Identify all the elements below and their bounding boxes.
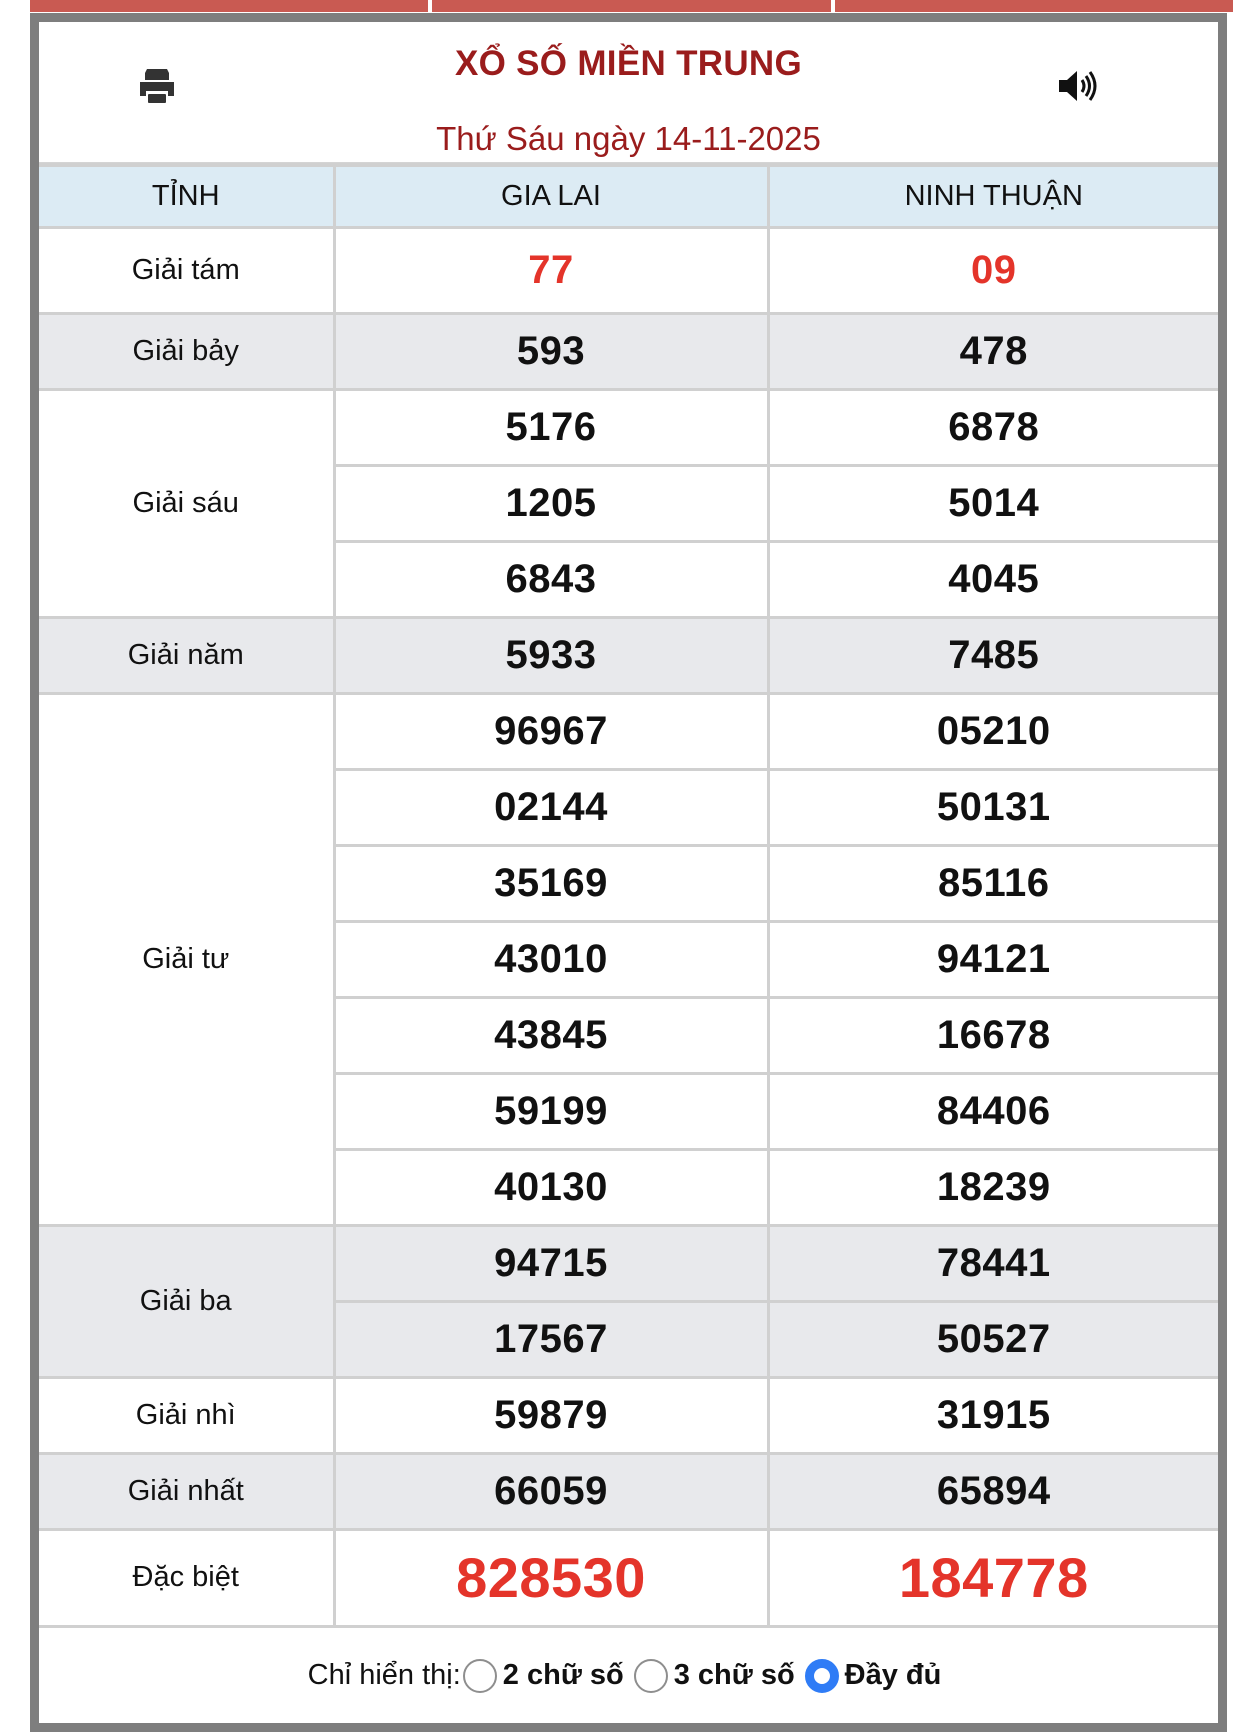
radio-3-digits[interactable] bbox=[634, 1659, 668, 1693]
prize-label: Giải tám bbox=[39, 227, 334, 313]
result-number: 02144 bbox=[334, 769, 768, 845]
option-label: 3 chữ số bbox=[673, 1659, 795, 1691]
result-number: 59879 bbox=[334, 1377, 768, 1453]
prize-row-7 bbox=[39, 313, 1218, 389]
prize-label: Đặc biệt bbox=[39, 1529, 334, 1626]
result-number: 84406 bbox=[768, 1073, 1218, 1149]
result-number: 31915 bbox=[768, 1377, 1218, 1453]
column-header-ninh-thuan: NINH THUẬN bbox=[768, 165, 1218, 227]
result-number: 05210 bbox=[768, 693, 1218, 769]
result-number: 85116 bbox=[768, 845, 1218, 921]
result-number: 593 bbox=[334, 313, 768, 389]
prize-label: Giải ba bbox=[39, 1225, 334, 1377]
display-options-label: Chỉ hiển thị: bbox=[307, 1659, 461, 1691]
prize-row-4 bbox=[39, 693, 1218, 769]
radio-2-digits[interactable] bbox=[463, 1659, 497, 1693]
option-2-digits[interactable] bbox=[461, 1659, 632, 1693]
result-number: 7485 bbox=[768, 617, 1218, 693]
option-label: 2 chữ số bbox=[502, 1659, 624, 1691]
column-header-province: TỈNH bbox=[39, 165, 334, 227]
option-label: Đầy đủ bbox=[844, 1659, 942, 1691]
result-number: 96967 bbox=[334, 693, 768, 769]
result-number: 18239 bbox=[768, 1149, 1218, 1225]
result-number: 77 bbox=[334, 227, 768, 313]
special-prize-number: 828530 bbox=[334, 1529, 768, 1626]
page-title: XỔ SỐ MIỀN TRUNG bbox=[454, 44, 803, 83]
result-number: 5176 bbox=[334, 389, 768, 465]
prize-row-5 bbox=[39, 617, 1218, 693]
sound-button[interactable] bbox=[1055, 66, 1101, 106]
table-header-row bbox=[39, 165, 1218, 227]
prize-label: Giải năm bbox=[39, 617, 334, 693]
result-number: 6878 bbox=[768, 389, 1218, 465]
option-full[interactable] bbox=[803, 1659, 950, 1693]
results-table bbox=[39, 163, 1218, 1628]
prize-label: Giải sáu bbox=[39, 389, 334, 617]
result-number: 5933 bbox=[334, 617, 768, 693]
result-number: 4045 bbox=[768, 541, 1218, 617]
column-header-gia-lai: GIA LAI bbox=[334, 165, 768, 227]
top-tab-1[interactable] bbox=[30, 0, 428, 12]
top-tab-3[interactable] bbox=[835, 0, 1233, 12]
results-header bbox=[39, 22, 1218, 163]
result-number: 43010 bbox=[334, 921, 768, 997]
prize-row-3 bbox=[39, 1225, 1218, 1301]
result-number: 17567 bbox=[334, 1301, 768, 1377]
result-number: 43845 bbox=[334, 997, 768, 1073]
special-prize-number: 184778 bbox=[768, 1529, 1218, 1626]
result-number: 40130 bbox=[334, 1149, 768, 1225]
result-number: 1205 bbox=[334, 465, 768, 541]
prize-row-2 bbox=[39, 1377, 1218, 1453]
radio-full[interactable] bbox=[805, 1659, 839, 1693]
result-number: 478 bbox=[768, 313, 1218, 389]
display-options bbox=[39, 1628, 1218, 1724]
prize-row-6 bbox=[39, 389, 1218, 465]
results-panel bbox=[30, 13, 1227, 1732]
prize-label: Giải nhì bbox=[39, 1377, 334, 1453]
draw-date: Thứ Sáu ngày 14-11-2025 bbox=[436, 120, 821, 157]
prize-row-1 bbox=[39, 1453, 1218, 1529]
result-number: 50131 bbox=[768, 769, 1218, 845]
speaker-icon bbox=[1057, 68, 1099, 104]
result-number: 09 bbox=[768, 227, 1218, 313]
result-number: 6843 bbox=[334, 541, 768, 617]
top-tab-bar bbox=[30, 0, 1233, 12]
result-number: 59199 bbox=[334, 1073, 768, 1149]
option-3-digits[interactable] bbox=[632, 1659, 803, 1693]
prize-label: Giải tư bbox=[39, 693, 334, 1225]
prize-label: Giải bảy bbox=[39, 313, 334, 389]
result-number: 16678 bbox=[768, 997, 1218, 1073]
result-number: 65894 bbox=[768, 1453, 1218, 1529]
prize-row-8 bbox=[39, 227, 1218, 313]
prize-label: Giải nhất bbox=[39, 1453, 334, 1529]
result-number: 66059 bbox=[334, 1453, 768, 1529]
top-tab-2[interactable] bbox=[432, 0, 830, 12]
result-number: 35169 bbox=[334, 845, 768, 921]
prize-row-special bbox=[39, 1529, 1218, 1626]
result-number: 94715 bbox=[334, 1225, 768, 1301]
result-number: 78441 bbox=[768, 1225, 1218, 1301]
result-number: 50527 bbox=[768, 1301, 1218, 1377]
result-number: 5014 bbox=[768, 465, 1218, 541]
result-number: 94121 bbox=[768, 921, 1218, 997]
